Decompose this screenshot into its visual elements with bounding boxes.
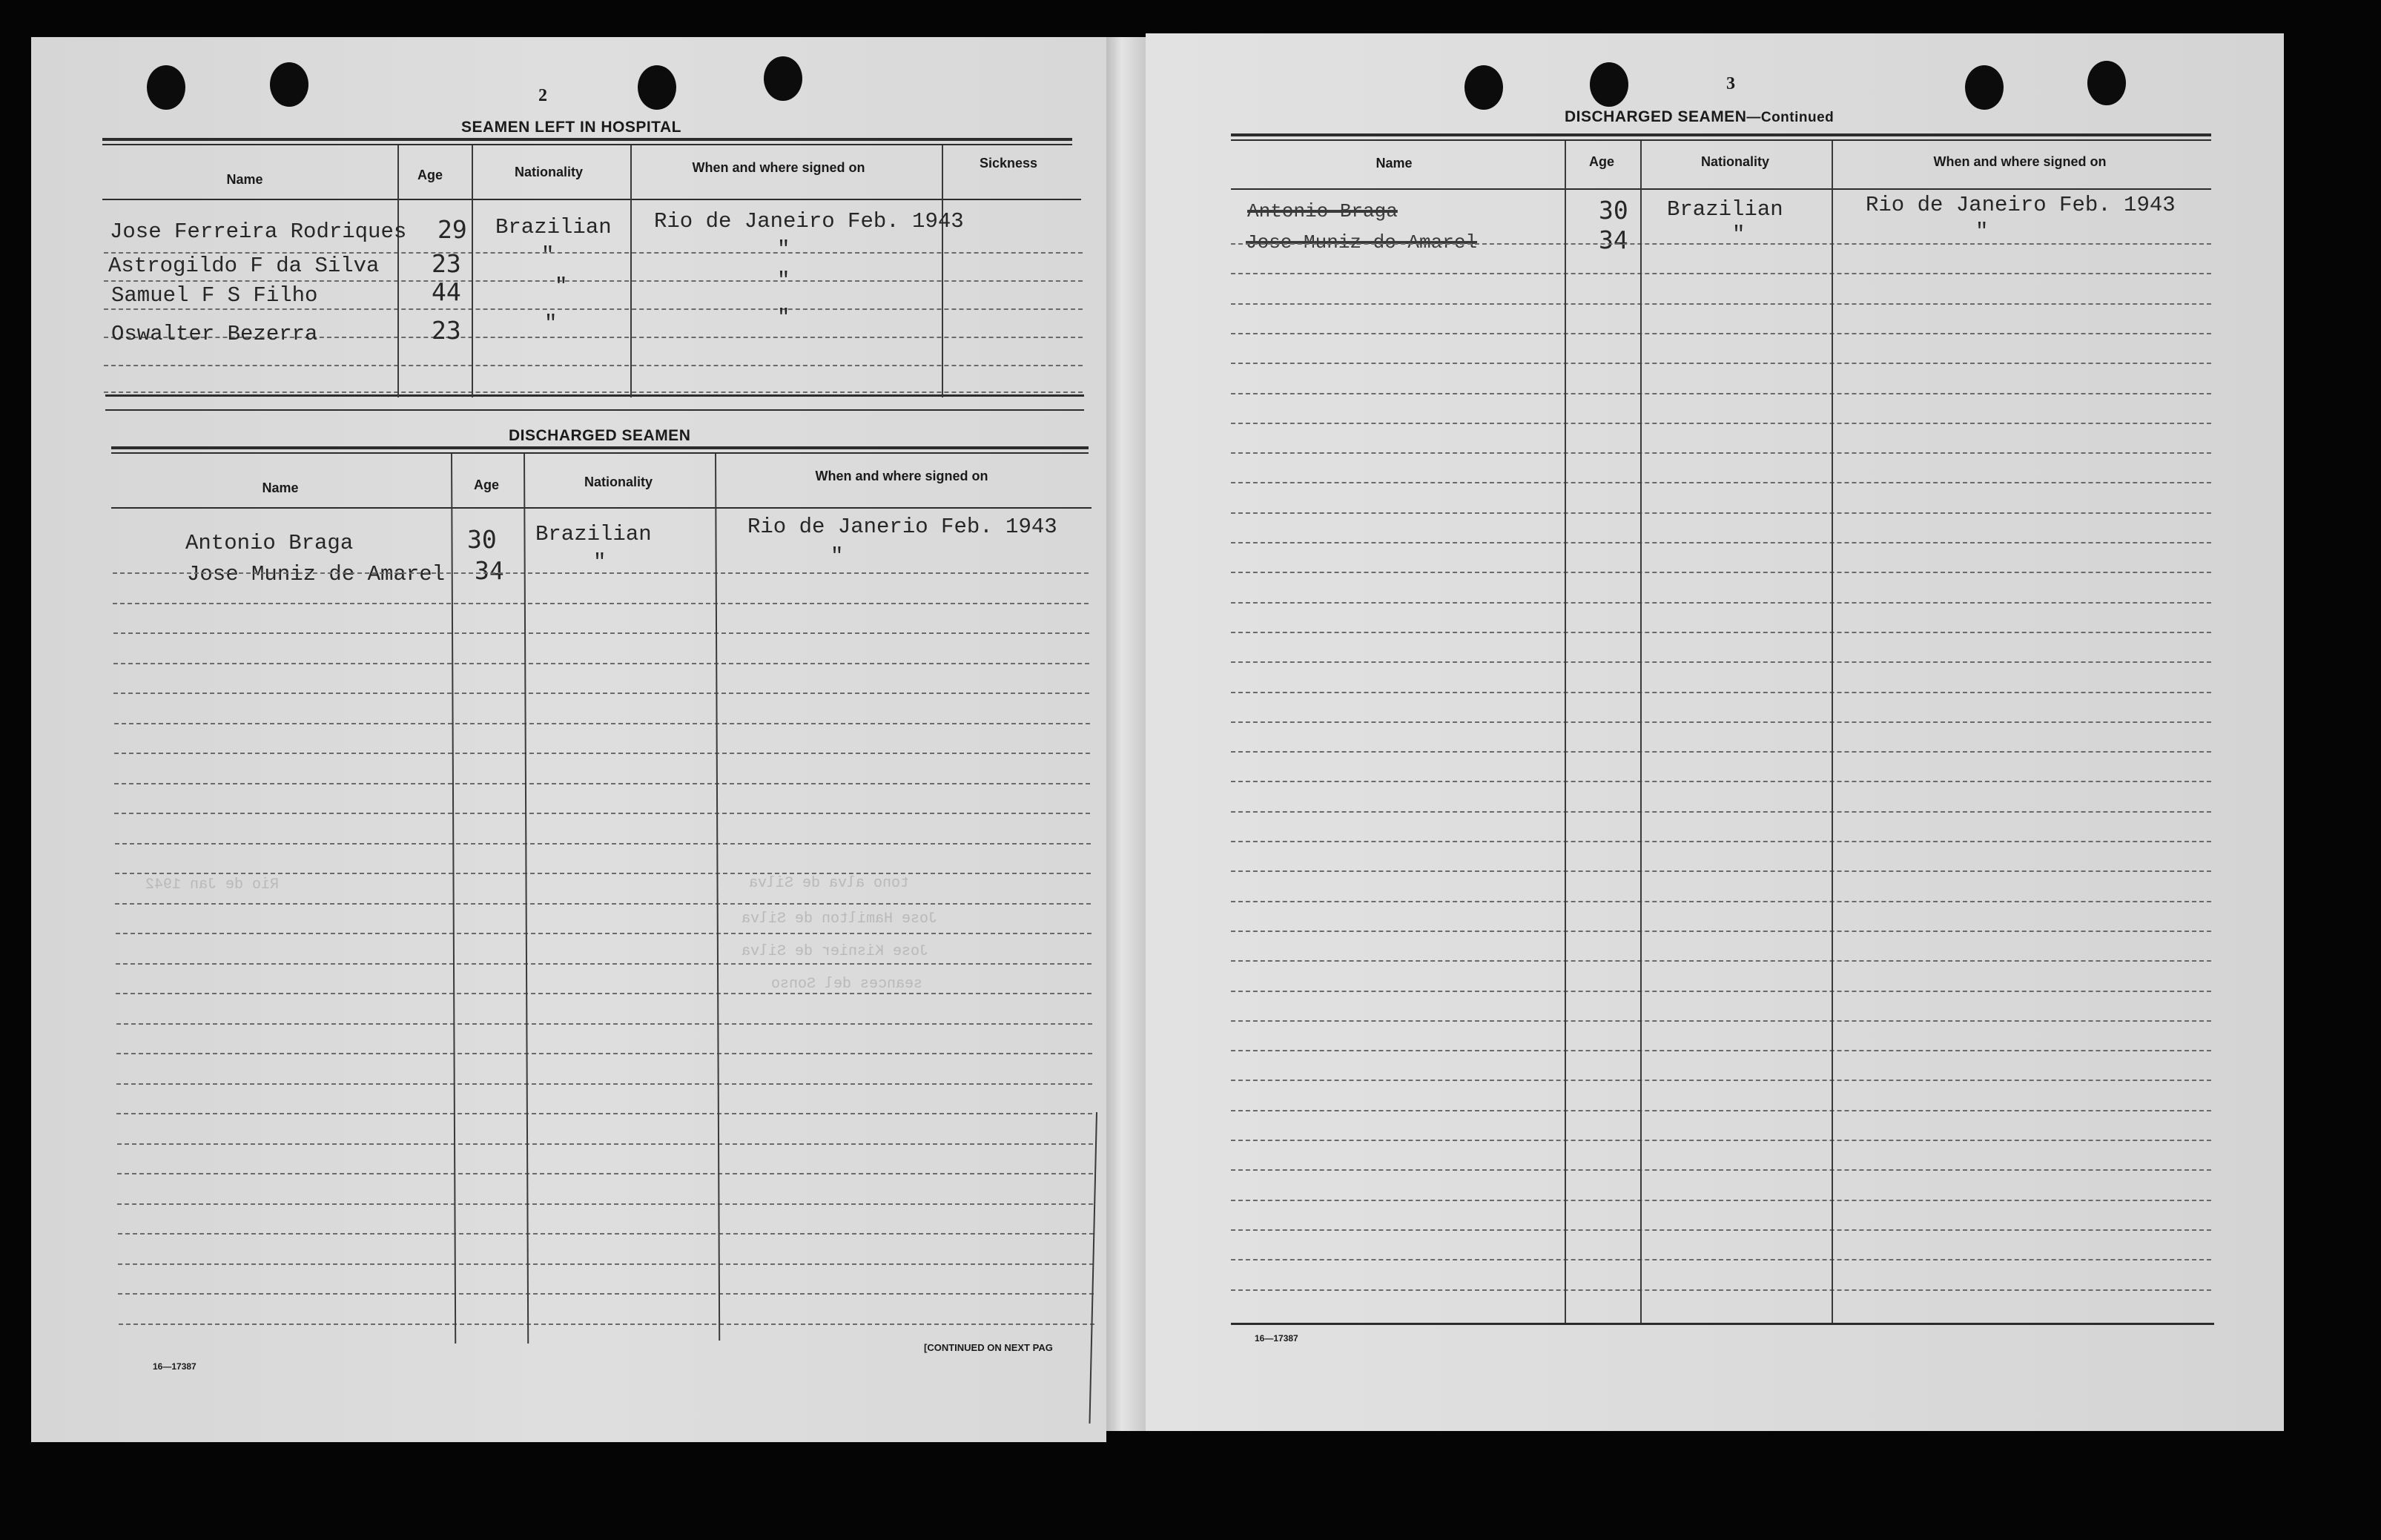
row-line xyxy=(1231,1110,2211,1111)
left-page xyxy=(31,37,1106,1442)
header-age: Age xyxy=(1588,154,1614,169)
column-divider xyxy=(1640,141,1642,1324)
header-signed-on: When and where signed on xyxy=(1933,154,2107,169)
row-line xyxy=(118,1263,1094,1265)
header-signed-on: When and where signed on xyxy=(815,469,988,483)
table-row-signed-on: " xyxy=(777,237,790,262)
row-line xyxy=(1231,692,2211,693)
row-line xyxy=(113,572,1089,574)
row-line xyxy=(1231,423,2211,424)
row-line xyxy=(116,1113,1092,1114)
table-row-signed-on: " xyxy=(777,268,790,293)
table-row-nationality: " xyxy=(555,274,568,299)
page-number: 2 xyxy=(538,86,547,105)
row-line xyxy=(114,753,1090,754)
table-row-name: Jose Muniz de Amarel xyxy=(187,562,446,586)
punch-hole xyxy=(1464,65,1503,110)
row-line xyxy=(1231,363,2211,364)
row-line xyxy=(116,1053,1092,1054)
row-line xyxy=(1231,243,2211,245)
row-line xyxy=(1231,1020,2211,1022)
bleed-through: tono alva de Silva xyxy=(749,875,910,892)
row-line xyxy=(1231,632,2211,633)
row-line xyxy=(114,723,1090,724)
row-line xyxy=(1231,960,2211,962)
table-row-age: 23 xyxy=(432,316,461,345)
table-row-nationality: " xyxy=(544,311,558,336)
column-divider xyxy=(472,145,473,397)
row-line xyxy=(1231,931,2211,932)
table-row-name: Antonio Braga xyxy=(1247,200,1398,222)
row-line xyxy=(115,843,1091,845)
row-line xyxy=(117,1143,1093,1145)
row-line xyxy=(116,1083,1092,1085)
punch-hole xyxy=(270,62,308,107)
row-line xyxy=(104,391,1083,393)
table-row-signed-on: " xyxy=(1975,219,1989,244)
form-code: 16—17387 xyxy=(1255,1333,1298,1344)
row-line xyxy=(1231,1289,2211,1291)
table-row-nationality: " xyxy=(593,550,607,575)
column-divider xyxy=(1565,141,1566,1324)
title-continued: —Continued xyxy=(1746,110,1835,125)
table-top-rule xyxy=(1231,133,2211,136)
hospital-section-title: SEAMEN LEFT IN HOSPITAL xyxy=(461,119,681,136)
row-line xyxy=(1231,721,2211,723)
header-name: Name xyxy=(226,172,263,187)
row-line xyxy=(116,933,1092,934)
continued-note: [CONTINUED ON NEXT PAG xyxy=(924,1342,1053,1353)
punch-hole xyxy=(2087,61,2126,105)
header-name: Name xyxy=(1376,156,1413,171)
table-bottom-rule xyxy=(1231,1323,2214,1325)
column-divider xyxy=(397,145,399,397)
table-top-rule xyxy=(1231,139,2211,141)
table-row-signed-on: " xyxy=(777,305,790,330)
table-row-age: 44 xyxy=(432,277,461,306)
table-bottom-rule xyxy=(105,409,1084,411)
table-row-name: Oswalter Bezerra xyxy=(111,322,318,346)
row-line xyxy=(1231,1259,2211,1260)
column-divider xyxy=(942,145,943,397)
table-row-age: 30 xyxy=(467,525,497,554)
row-line xyxy=(1231,1050,2211,1051)
header-signed-on: When and where signed on xyxy=(692,160,865,175)
discharged-continued-title xyxy=(1565,108,1834,126)
row-line xyxy=(116,993,1092,994)
header-sickness: Sickness xyxy=(979,156,1038,171)
row-line xyxy=(1231,870,2211,872)
row-line xyxy=(1231,303,2211,305)
table-row-name: Samuel F S Filho xyxy=(111,283,318,308)
row-line xyxy=(115,903,1091,905)
row-line xyxy=(1231,1229,2211,1231)
row-line xyxy=(1231,393,2211,394)
row-line xyxy=(1231,1200,2211,1201)
row-line xyxy=(113,663,1089,664)
table-row-nationality: Brazilian xyxy=(495,215,612,239)
table-bottom-rule xyxy=(105,394,1084,397)
row-line xyxy=(1231,811,2211,813)
header-rule xyxy=(1231,188,2211,190)
header-nationality: Nationality xyxy=(514,165,583,179)
punch-hole xyxy=(1590,62,1628,107)
table-row-nationality: Brazilian xyxy=(1667,197,1783,222)
row-line xyxy=(117,1203,1093,1205)
table-top-rule xyxy=(111,452,1089,454)
header-nationality: Nationality xyxy=(584,475,653,489)
table-row-age: 34 xyxy=(1599,225,1628,254)
table-top-rule xyxy=(102,138,1072,141)
row-line xyxy=(1231,333,2211,334)
header-name: Name xyxy=(262,480,299,495)
row-line xyxy=(117,1173,1093,1174)
row-line xyxy=(1231,273,2211,274)
table-row-signed-on: Rio de Janeiro Feb. 1943 xyxy=(1866,193,2176,217)
header-nationality: Nationality xyxy=(1700,154,1769,169)
row-line xyxy=(104,280,1083,282)
row-line xyxy=(116,963,1092,965)
row-line xyxy=(115,873,1091,874)
row-line xyxy=(118,1293,1094,1295)
form-code: 16—17387 xyxy=(153,1361,197,1372)
row-line xyxy=(113,693,1089,694)
title-main: DISCHARGED SEAMEN xyxy=(1565,108,1747,125)
row-line xyxy=(1231,542,2211,543)
bleed-through: seances del Sonso xyxy=(771,976,923,993)
discharged-section-title: DISCHARGED SEAMEN xyxy=(509,427,691,444)
table-row-age: 23 xyxy=(432,249,461,278)
row-line xyxy=(119,1323,1094,1325)
bleed-through: Jose Hamilton de Silva xyxy=(742,911,938,928)
punch-hole xyxy=(1965,65,2004,110)
page-gutter xyxy=(1106,37,1146,1431)
table-top-rule xyxy=(102,144,1072,145)
row-line xyxy=(104,365,1083,366)
table-row-name: Antonio Braga xyxy=(185,531,354,555)
table-row-age: 30 xyxy=(1599,196,1628,225)
header-age: Age xyxy=(473,477,499,492)
page-number: 3 xyxy=(1726,74,1735,93)
table-top-rule xyxy=(111,446,1089,449)
row-line xyxy=(1231,602,2211,604)
row-line xyxy=(113,603,1089,604)
row-line xyxy=(114,783,1090,784)
row-line xyxy=(1231,751,2211,753)
row-line xyxy=(1231,1140,2211,1141)
row-line xyxy=(118,1233,1094,1235)
table-row-signed-on: " xyxy=(830,544,844,569)
header-rule xyxy=(102,199,1081,200)
column-divider xyxy=(1832,141,1833,1324)
table-row-name: Astrogildo F da Silva xyxy=(108,254,380,278)
row-line xyxy=(1231,512,2211,514)
row-line xyxy=(1231,991,2211,992)
row-line xyxy=(113,632,1089,634)
row-line xyxy=(1231,1080,2211,1081)
punch-hole xyxy=(147,65,185,110)
row-line xyxy=(1231,482,2211,483)
table-row-nationality: " xyxy=(541,243,555,268)
column-divider xyxy=(630,145,632,397)
row-line xyxy=(114,813,1090,814)
row-line xyxy=(1231,841,2211,842)
header-rule xyxy=(111,507,1092,509)
bleed-through: Jose Kisnier de Silva xyxy=(742,943,929,960)
header-age: Age xyxy=(417,168,443,182)
row-line xyxy=(1231,452,2211,454)
table-row-age: 29 xyxy=(437,215,467,244)
bleed-through: Rio de Jan 1942 xyxy=(145,876,280,893)
row-line xyxy=(1231,781,2211,782)
row-line xyxy=(1231,661,2211,663)
table-row-name: Jose Ferreira Rodriques xyxy=(110,219,407,244)
table-row-nationality: Brazilian xyxy=(535,522,652,546)
table-row-age: 34 xyxy=(475,556,504,585)
row-line xyxy=(1231,572,2211,573)
row-line xyxy=(104,308,1083,310)
table-row-name: Jose Muniz do Amarel xyxy=(1246,231,1478,254)
row-line xyxy=(116,1023,1092,1025)
punch-hole xyxy=(764,56,802,101)
punch-hole xyxy=(638,65,676,110)
row-line xyxy=(1231,901,2211,902)
table-row-signed-on: Rio de Janerio Feb. 1943 xyxy=(747,515,1057,539)
table-row-nationality: " xyxy=(1732,222,1746,247)
table-row-signed-on: Rio de Janeiro Feb. 1943 xyxy=(654,209,964,234)
row-line xyxy=(1231,1169,2211,1171)
